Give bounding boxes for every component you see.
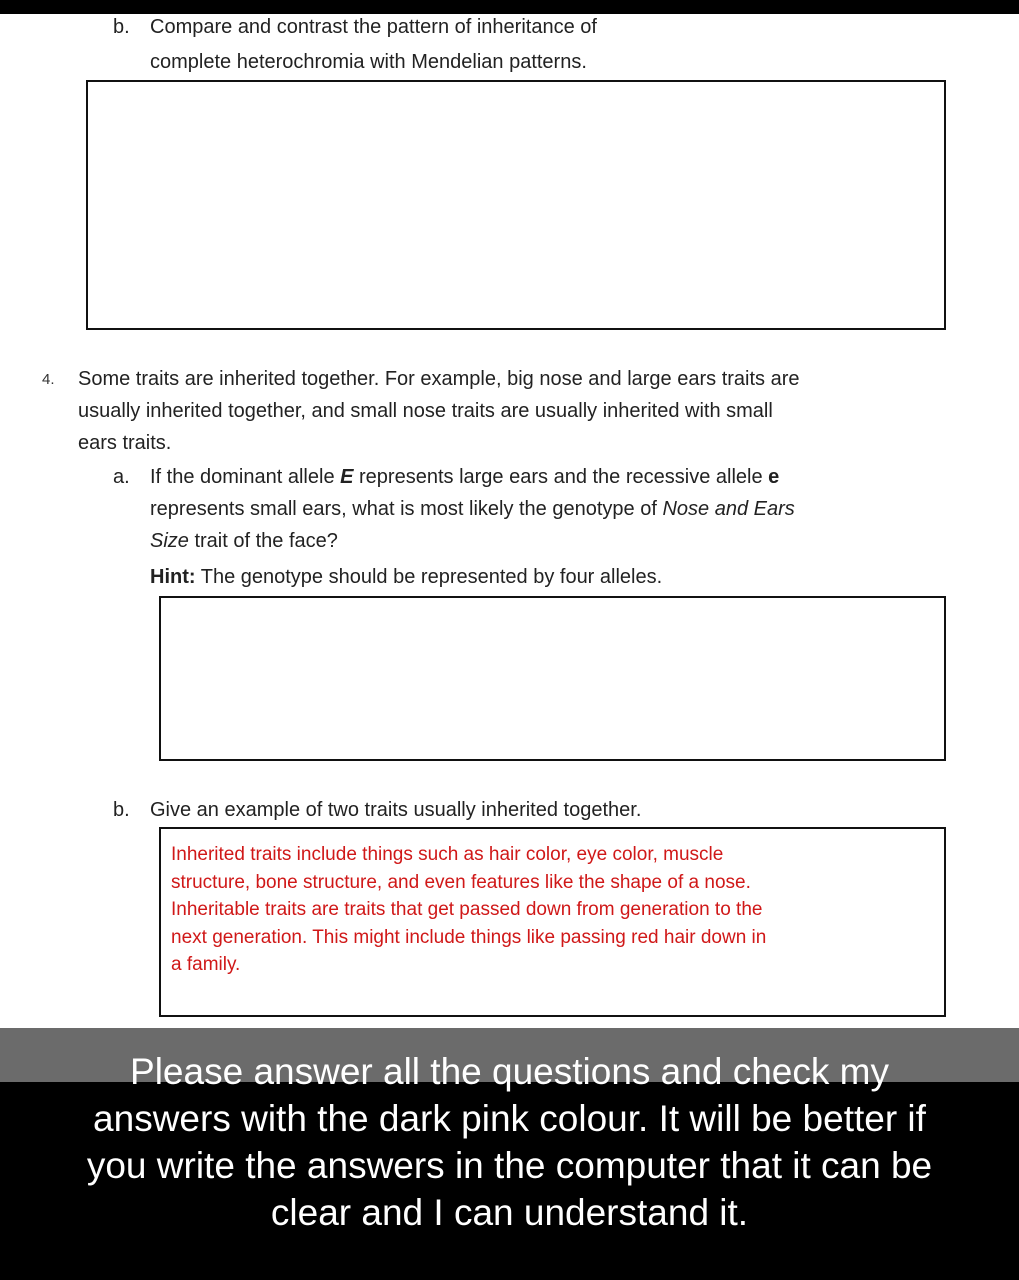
q4a-text-line-2 bbox=[150, 493, 795, 525]
q3b-marker: b. bbox=[113, 16, 130, 38]
caption-line-2: answers with the dark pink colour. It will be better if bbox=[93, 1098, 926, 1139]
q4b-marker: b. bbox=[113, 799, 130, 821]
q4a-line1-post: represents large ears and the recessive allele bbox=[353, 466, 769, 488]
caption-line-4: clear and I can understand it. bbox=[270, 1192, 749, 1233]
caption-text bbox=[20, 1048, 999, 1236]
q4a-line3-post: trait of the face? bbox=[188, 530, 338, 552]
q4a-line3-italic: Size bbox=[150, 530, 189, 552]
q4a-line1-pre: If the dominant allele bbox=[150, 466, 341, 488]
q4a-line2-pre: represents small ears, what is most likely the genotype of bbox=[150, 498, 663, 520]
caption-line-3: you write the answers in the computer that it can be bbox=[86, 1145, 933, 1186]
q4a-line2-italic: Nose and Ears bbox=[662, 498, 795, 520]
allele-e: e bbox=[768, 466, 780, 488]
q4-number: 4. bbox=[42, 371, 55, 388]
caption-overlay bbox=[0, 1028, 1019, 1280]
q3b-text-line-2: complete heterochromia with Mendelian patterns. bbox=[150, 51, 587, 73]
q4a-text-line-3 bbox=[150, 525, 338, 557]
hint-label: Hint: bbox=[150, 566, 196, 588]
q4b-answer-box[interactable] bbox=[159, 827, 946, 1017]
hint-text: The genotype should be represented by four alleles. bbox=[195, 566, 663, 588]
q4-text-line-2: usually inherited together, and small nose traits are usually inherited with small bbox=[78, 400, 773, 422]
q4b-answer-text: Inherited traits include things such as hair color, eye color, muscle structure, bone structure, and even features like the shape of a nose. Inheritable traits are traits that get passed down from generation to the next generation. This might include things like passing red hair down in a family. bbox=[171, 844, 767, 975]
worksheet-page bbox=[0, 14, 1019, 1080]
allele-E: E bbox=[340, 466, 354, 488]
q3b-answer-box[interactable] bbox=[86, 80, 946, 330]
q4a-answer-box[interactable] bbox=[159, 596, 946, 761]
q4a-hint bbox=[150, 561, 662, 593]
q4-text-line-3: ears traits. bbox=[78, 432, 172, 454]
q4a-marker: a. bbox=[113, 466, 130, 488]
q4-text-line-1: Some traits are inherited together. For example, big nose and large ears traits are bbox=[78, 368, 800, 390]
caption-line-1: Please answer all the questions and check my bbox=[130, 1051, 889, 1092]
q4a-text-line-1 bbox=[150, 461, 779, 493]
q4b-question: Give an example of two traits usually inherited together. bbox=[150, 799, 642, 821]
q3b-text-line-1: Compare and contrast the pattern of inheritance of bbox=[150, 16, 597, 38]
